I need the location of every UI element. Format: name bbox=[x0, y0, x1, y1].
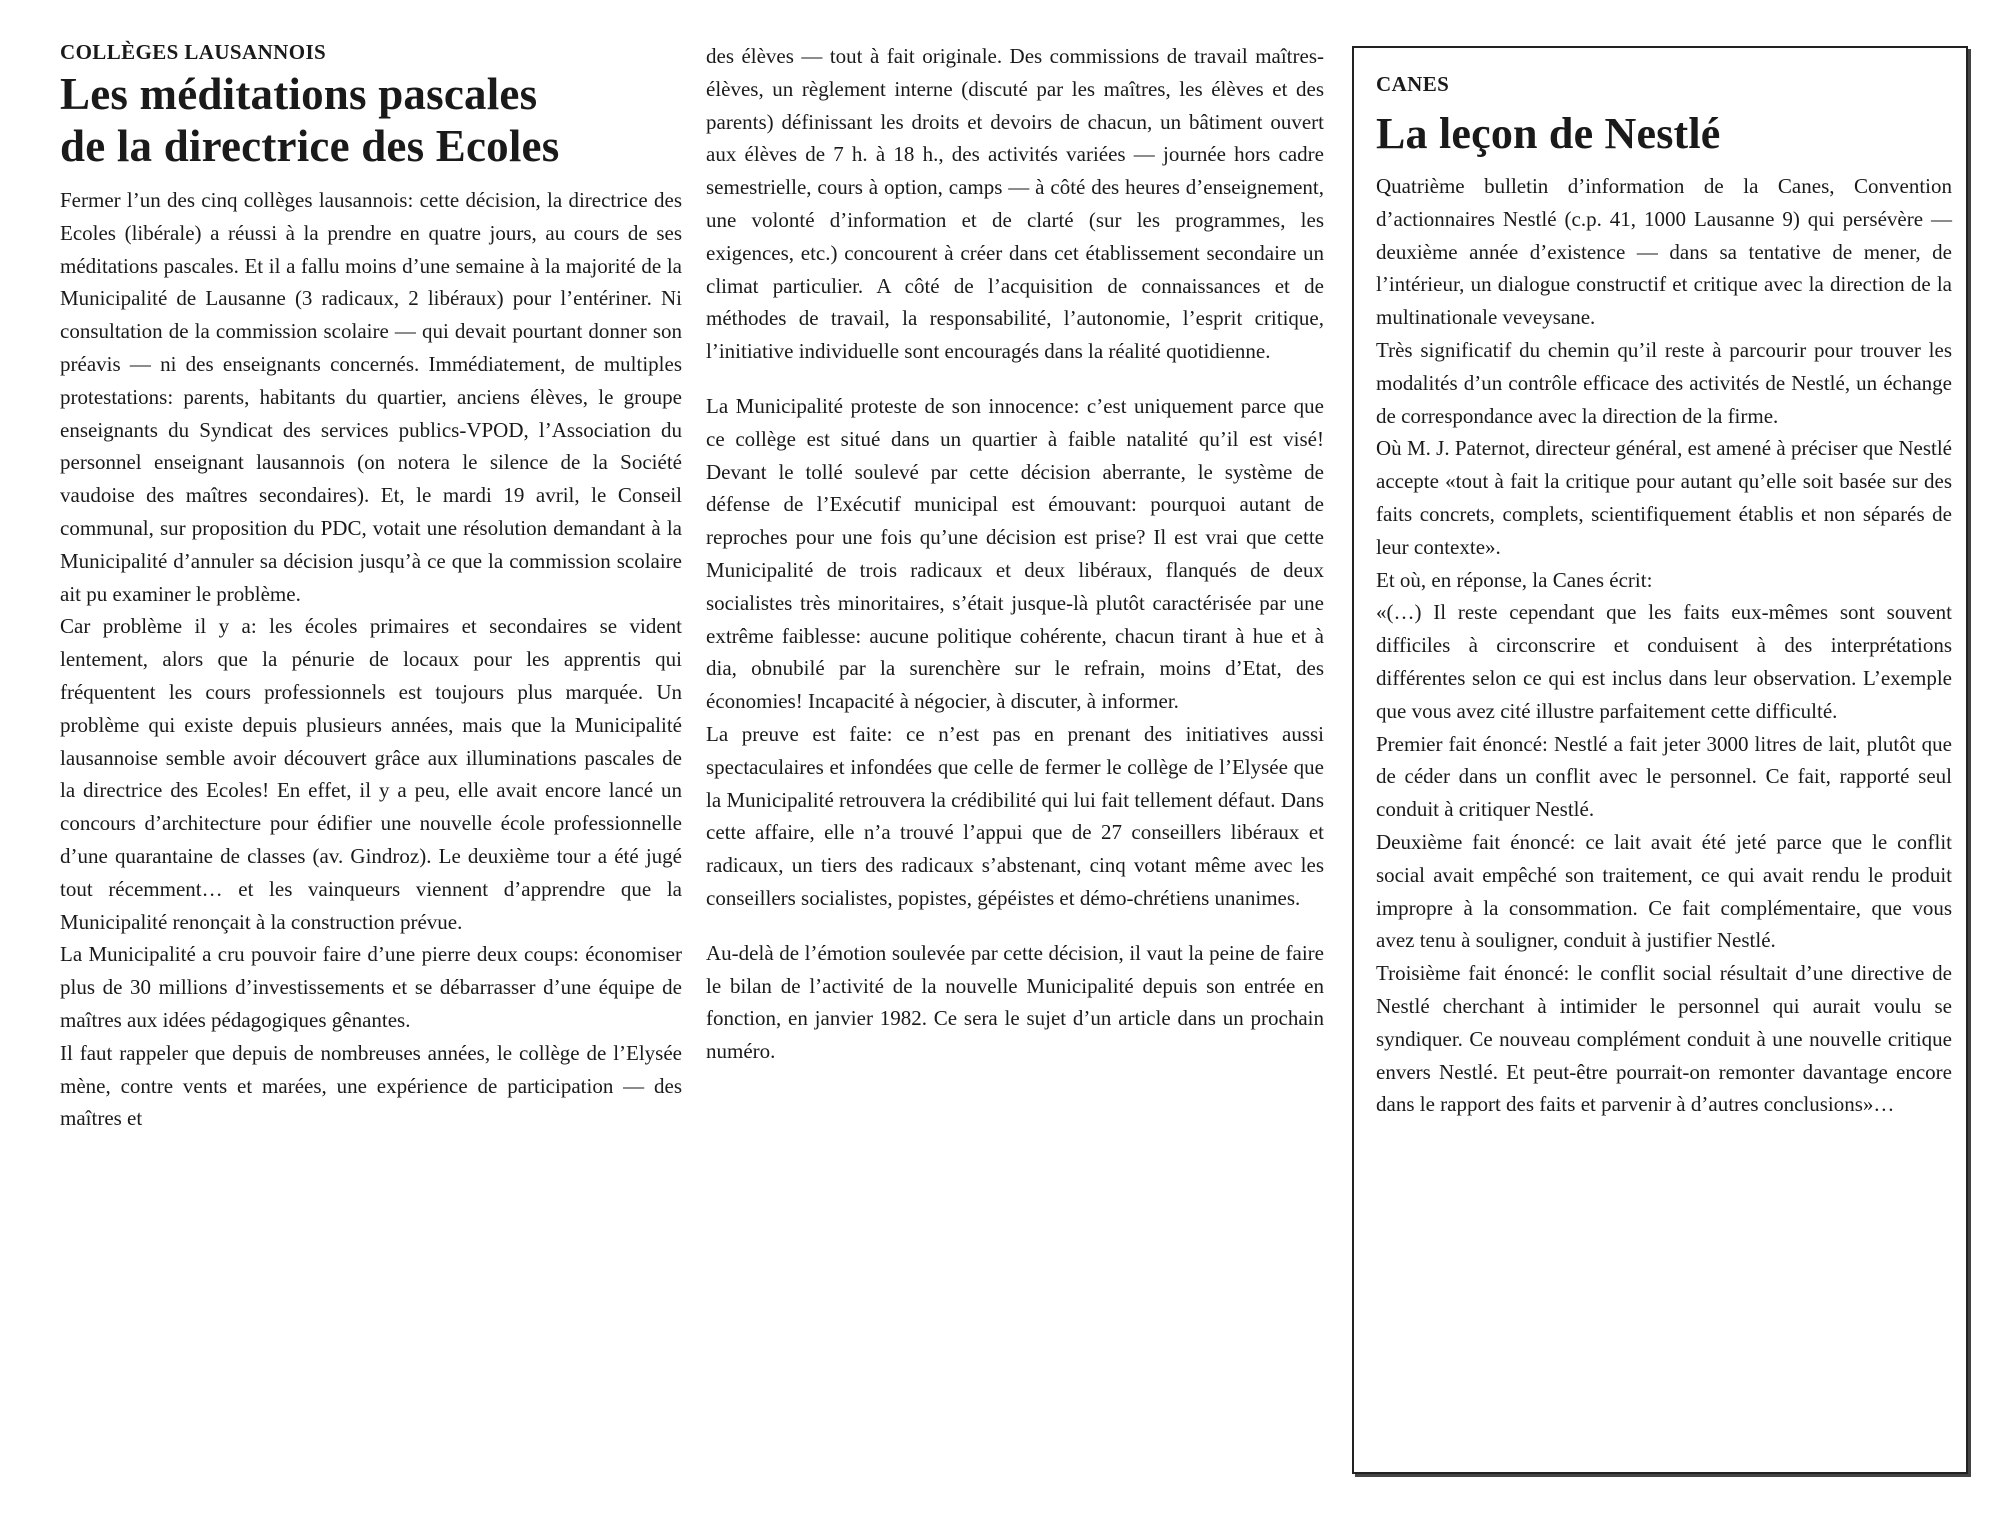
headline-line-1: Les méditations pascales bbox=[60, 69, 538, 119]
boxed-article bbox=[1352, 46, 1968, 1474]
paragraph: Car problème il y a: les écoles primaires et secondaires se vident lentement, alors que la pénurie de locaux pour les apprentis qui fréquentent les cours professionnels est toujours plus marquée. Un problème qui existe depuis plusieurs années, mais que la Municipalité lausannoise semble avoir découvert grâce aux illuminations pascales de la directrice des Ecoles! En effet, il y a peu, elle avait encore lancé un concours d’architecture pour édifier une nouvelle école professionnelle d’une quarantaine de classes (av. Gindroz). Le deuxième tour a été jugé tout récemment… et les vainqueurs viennent d’apprendre que la Municipalité renonçait à la construction prévue. bbox=[60, 614, 682, 934]
paragraph: Au-delà de l’émotion soulevée par cette décision, il vaut la peine de faire le bilan de l’activité de la nouvelle Municipalité depuis son entrée en fonction, en janvier 1982. Ce sera le sujet d’un article dans un prochain numéro. bbox=[706, 940, 1324, 1064]
paragraph: «(…) Il reste cependant que les faits eux-mêmes sont souvent difficiles à circonscrire et conduisent à des interprétations différentes selon ce qui est inclus dans leur observation. L’exemple que vous avez cité illustre parfaitement cette difficulté. bbox=[1376, 600, 1952, 723]
middle-column bbox=[706, 40, 1324, 1068]
paragraph-continued: des élèves — tout à fait originale. Des commissions de travail maîtres-élèves, un règlement interne (discuté par les maîtres, les élèves et des parents) définissant les droits et devoirs de chacun, un bâtiment ouvert aux élèves de 7 h. à 18 h., des activités variées — journée hors cadre semestrielle, cours à option, camps — à côté des heures d’enseignement, une volonté d’information et de clarté (sur les programmes, les exigences, etc.) concourent à créer dans cet établissement secondaire un climat particulier. A côté de l’acquisition de connaissances et de méthodes de travail, la responsabilité, l’autonomie, l’esprit critique, l’initiative individuelle sont encouragés dans la réalité quotidienne. bbox=[706, 44, 1324, 364]
paragraph-gap bbox=[706, 368, 1324, 390]
paragraph: Quatrième bulletin d’information de la Canes, Convention d’actionnaires Nestlé (c.p. 41, 1000 Lausanne 9) qui persévère — deuxième année d’existence — dans sa tentative de mener, de l’intérieur, un dialogue constructif et critique avec la direction de la multinationale veveysane. bbox=[1376, 174, 1952, 330]
headline: La leçon de Nestlé bbox=[1376, 109, 1721, 158]
paragraph: Et où, en réponse, la Canes écrit: bbox=[1376, 567, 1653, 592]
paragraph: Troisième fait énoncé: le conflit social résultait d’une directive de Nestlé cherchant à intimider le personnel qui aurait voulu se syndiquer. Ce nouveau complément conduit à une nouvelle critique envers Nestlé. Et peut-être pourrait-on remonter davantage encore dans le rapport des faits et parvenir à d’autres conclusions»… bbox=[1376, 961, 1952, 1117]
left-article bbox=[60, 38, 682, 1135]
headline bbox=[60, 68, 682, 172]
kicker: COLLÈGES LAUSANNOIS bbox=[60, 40, 327, 64]
kicker: CANES bbox=[1376, 72, 1450, 96]
paragraph: La Municipalité proteste de son innocence: c’est uniquement parce que ce collège est situé dans un quartier à faible natalité qu’il est visé! Devant le tollé soulevé par cette décision aberrante, le système de défense de l’Exécutif municipal est émouvant: pourquoi autant de reproches pour une fois qu’une décision est prise? Il est vrai que cette Municipalité de trois radicaux et deux libéraux, flanqués de deux socialistes très minoritaires, s’était jusque-là plutôt caractérisée par une extrême faiblesse: aucune politique cohérente, chacun tirant à hue et à dia, obnubilé par la surenchère sur le refrain, moins d’Etat, des économies! Incapacité à négocier, à discuter, à informer. bbox=[706, 393, 1324, 714]
paragraph: Où M. J. Paternot, directeur général, est amené à préciser que Nestlé accepte «tout à fait la critique pour autant qu’elle soit basée sur des faits concrets, complets, scientifiquement établis et non séparés de leur contexte». bbox=[1376, 436, 1952, 559]
paragraph-gap bbox=[706, 915, 1324, 937]
paragraph: Deuxième fait énoncé: ce lait avait été jeté parce que le conflit social avait empêché son traitement, ce qui avait rendu le produit impropre à la consommation. Ce fait complémentaire, que vous avez tenu à souligner, conduit à justifier Nestlé. bbox=[1376, 829, 1952, 953]
paragraph: La Municipalité a cru pouvoir faire d’une pierre deux coups: économiser plus de 30 millions d’investissements et se débarrasser d’une équipe de maîtres aux idées pédagogiques gênantes. bbox=[60, 942, 682, 1032]
paragraph: La preuve est faite: ce n’est pas en prenant des initiatives aussi spectaculaires et infondées que celle de fermer le collège de l’Elysée que la Municipalité retrouvera la crédibilité qui lui fait tellement défaut. Dans cette affaire, elle n’a trouvé l’appui que de 27 conseillers libéraux et radicaux, un tiers des radicaux s’abstenant, cinq votant même avec les conseillers socialistes, popistes, gépéistes et démo-chrétiens unanimes. bbox=[706, 721, 1324, 910]
paragraph: Très significatif du chemin qu’il reste à parcourir pour trouver les modalités d’un contrôle efficace des activités de Nestlé, un échange de correspondance avec la direction de la firme. bbox=[1376, 337, 1952, 428]
paragraph: Fermer l’un des cinq collèges lausannois: cette décision, la directrice des Ecoles (libérale) a réussi à la prendre en quatre jours, au cours de ses méditations pascales. Et il a fallu moins d’une semaine à la majorité de la Municipalité de Lausanne (3 radicaux, 2 libéraux) pour l’entériner. Ni consultation de la commission scolaire — qui devait pourtant donner son préavis — ni des enseignants concernés. Immédiatement, de multiples protestations: parents, habitants du quartier, anciens élèves, le groupe enseignants du Syndicat des services publics-VPOD, l’Association du personnel enseignant lausannois (on notera le silence de la Société vaudoise des maîtres secondaires). Et, le mardi 19 avril, le Conseil communal, sur proposition du PDC, votait une résolution demandant à la Municipalité d’annuler sa décision jusqu’à ce que la commission scolaire ait pu examiner le problème. bbox=[60, 188, 682, 606]
paragraph: Il faut rappeler que depuis de nombreuses années, le collège de l’Elysée mène, contre vents et marées, une expérience de participation — des maîtres et bbox=[60, 1040, 682, 1131]
headline-line-2: de la directrice des Ecoles bbox=[60, 121, 560, 171]
paragraph: Premier fait énoncé: Nestlé a fait jeter 3000 litres de lait, plutôt que de céder dans un conflit avec le personnel. Ce fait, rapporté seul conduit à critiquer Nestlé. bbox=[1376, 731, 1952, 822]
